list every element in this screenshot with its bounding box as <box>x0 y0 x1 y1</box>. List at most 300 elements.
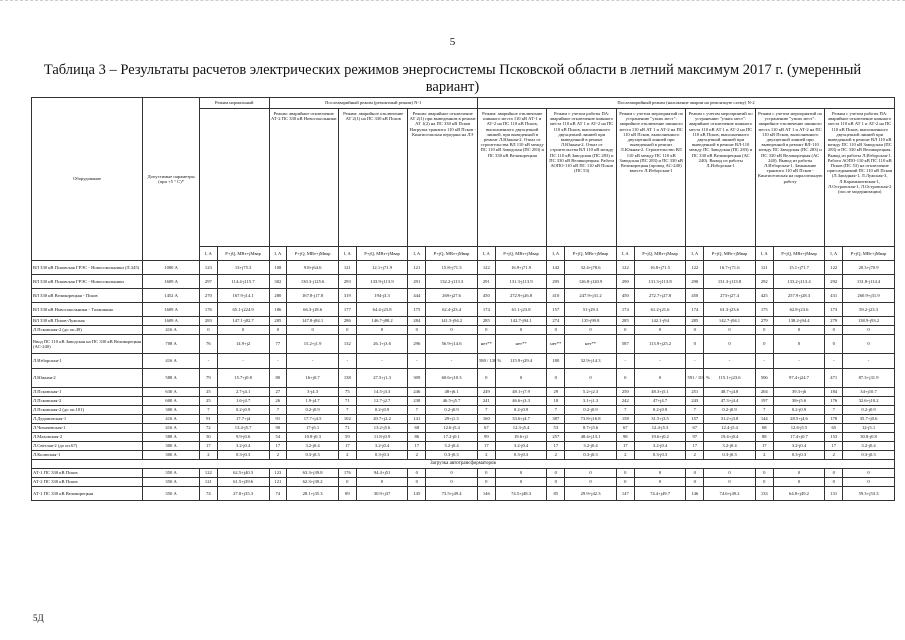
current-cell: 285 <box>269 317 287 326</box>
post-n1-header: Послеаварийный режим (ремонтный режим) N-1 <box>269 98 477 109</box>
current-cell: 0 <box>686 335 704 354</box>
permissible-value: 1452 А <box>143 289 200 303</box>
power-cell: 17.4+j0.7 <box>773 433 825 442</box>
power-cell: 0 <box>356 326 408 335</box>
current-cell: 184 <box>825 388 843 397</box>
power-cell: 12.3-j5.4 <box>495 424 547 433</box>
power-cell: 94.4+j51 <box>356 469 408 478</box>
power-col-header: P+jQ, МВт+jМвар <box>287 247 339 261</box>
power-cell: 3.2-j0.4 <box>426 442 478 451</box>
current-cell: 7 <box>616 406 634 415</box>
current-cell: 17 <box>825 442 843 451</box>
current-col-header: I, A <box>200 247 218 261</box>
current-cell: 0 <box>477 326 495 335</box>
power-cell: 34+j10.7 <box>843 388 895 397</box>
current-cell: 77 <box>269 335 287 354</box>
current-cell: 175 <box>408 303 426 317</box>
power-cell: 0 <box>773 335 825 354</box>
current-cell: 177 <box>338 303 356 317</box>
power-cell: 16.9+j71.9 <box>495 261 547 275</box>
power-cell: 61.1-j23.8 <box>495 303 547 317</box>
power-col-header: P+jQ, МВт+jМвар <box>704 247 756 261</box>
current-cell: 7 <box>755 406 773 415</box>
power-cell: 3.2-j0.4 <box>217 442 269 451</box>
power-cell: 64.4-j23.8 <box>356 303 408 317</box>
power-cell: 0 <box>495 478 547 487</box>
permissible-value: 300 А <box>143 406 200 415</box>
current-cell: - <box>338 354 356 369</box>
permissible-value: 416 А <box>143 354 200 369</box>
current-col-header: I, A <box>408 247 426 261</box>
current-cell: 17 <box>200 442 218 451</box>
current-cell: 2 <box>338 451 356 460</box>
current-cell: 108 <box>269 261 287 275</box>
current-cell: нет** <box>547 335 565 354</box>
current-cell: 0 <box>547 478 565 487</box>
permissible-value: 350 А <box>143 487 200 501</box>
current-cell: 0 <box>616 369 634 388</box>
power-cell: 74.5+j48.3 <box>495 487 547 501</box>
power-cell: 28.1+j35.3 <box>287 487 339 501</box>
current-cell: 123 <box>269 469 287 478</box>
current-cell: 285 <box>616 317 634 326</box>
current-cell: 153 <box>825 433 843 442</box>
power-cell: 0 <box>565 469 617 478</box>
power-cell: 0 <box>773 469 825 478</box>
current-cell: 2 <box>686 451 704 460</box>
current-cell: 50 <box>200 433 218 442</box>
current-cell: 67 <box>477 424 495 433</box>
power-cell: - <box>426 354 478 369</box>
scenario-desc: Режим с учетом работы ПА: аварийное отключение шинного места 110 кВ АТ 1 и АТ-2 на ПС 110 кВ Псков, выполненного двухцепной линией при выведенной в ремонт ВЛ 110 кВ между ПС 110 кВ Заводская (ПС 283) и ПС 330 кВ Великорецкая. Вывод из работы Л.Изборская-1. Работа АОПО-110 кВ ПС 110 кВ Псков (ПС 53) на отключение присоединений ПС 110 кВ Псков (Л.Западная-1, Л.Лужская-3, Л.Карамышевская-1, Л.Островская-1, Л.Островская-2 (после модернизации) <box>825 109 895 247</box>
current-cell: 7 <box>825 406 843 415</box>
power-cell: 3.2-j0.4 <box>565 442 617 451</box>
power-cell: 0.2-j0.9 <box>356 406 408 415</box>
table-row <box>32 433 895 442</box>
power-cell: 3.2-j0.4 <box>287 442 339 451</box>
current-cell: 249 <box>477 388 495 397</box>
power-cell: - <box>217 354 269 369</box>
power-cell: 142.7-j94.1 <box>495 317 547 326</box>
current-cell: 251 <box>686 388 704 397</box>
current-cell: 0 <box>477 469 495 478</box>
current-cell: 0 <box>477 478 495 487</box>
power-cell: 269+j27.6 <box>426 289 478 303</box>
table-row <box>32 335 895 354</box>
current-cell: 0 <box>338 478 356 487</box>
power-cell: 32.4+j78.6 <box>565 261 617 275</box>
power-cell: 30.8-j0.8 <box>843 433 895 442</box>
power-cell: 63.3+j39.8 <box>287 469 339 478</box>
page-title: Таблица 3 – Результаты расчетов электрических режимов энергосистемы Псковской области в летний максимум 2017 г. (умеренный вариант) <box>43 62 862 95</box>
power-cell: 38+j5.6 <box>773 397 825 406</box>
power-cell: 17.2-j0.1 <box>426 433 478 442</box>
power-cell: 61.2-j21.6 <box>634 303 686 317</box>
current-cell: 141 <box>408 415 426 424</box>
power-cell: 15.1+j71.7 <box>773 261 825 275</box>
power-cell: - <box>287 354 339 369</box>
current-cell: 2 <box>755 451 773 460</box>
current-cell: 75 <box>338 388 356 397</box>
power-cell: 14.9+j2 <box>217 335 269 354</box>
power-col-header: P+jQ, МВт+jМвар <box>565 247 617 261</box>
permissible-header: Допустимые параметры (при +5 ° С)* <box>143 98 200 261</box>
current-cell: 257 <box>547 433 565 442</box>
table-row <box>32 289 895 303</box>
power-cell: 0 <box>773 478 825 487</box>
power-cell: 0 <box>704 335 756 354</box>
section-label: Загрузка автотрансформаторов <box>32 460 895 469</box>
equipment-name: АТ-2 ПС 330 кВ Псков <box>32 478 143 487</box>
power-cell: 0 <box>565 326 617 335</box>
power-cell: 0 <box>843 335 895 354</box>
permissible-value: 350 А <box>143 469 200 478</box>
power-cell: 0.3-j0.3 <box>565 451 617 460</box>
current-cell: 17 <box>408 442 426 451</box>
power-cell: 142.1-j94 <box>634 317 686 326</box>
scenario-desc: Режим с учетом мероприятий по устранению "узких мест": аварийное отключение шинного места 110 кВ АТ 1 и АТ-2 на ПС 110 кВ Псков, выполненного двухцепной линией при выведенной в ремонт Л.Южная-2. Строительство ВЛ 110 кВ между ПС 110 кВ Заводская (ПС 283) и ПС 330 кВ Великорецкая (провод АС-240) вместо Л.Изборская-1 <box>616 109 685 247</box>
current-cell: 144 <box>755 415 773 424</box>
current-cell: 431 <box>825 289 843 303</box>
power-cell: 130.3-j125.6 <box>287 275 339 289</box>
current-cell: 410 <box>547 289 565 303</box>
power-cell: 0.2-j0.9 <box>287 406 339 415</box>
power-cell: 3.2-j0.4 <box>634 442 686 451</box>
power-cell: 17.7+j4.5 <box>287 415 339 424</box>
page-number: 5 <box>449 36 456 48</box>
current-cell: 17 <box>547 442 565 451</box>
power-cell: 146.7-j88.2 <box>356 317 408 326</box>
power-cell: 0 <box>217 326 269 335</box>
permissible-value: 300 А <box>143 442 200 451</box>
power-cell: 12-j5.1 <box>843 424 895 433</box>
current-col-header: I, A <box>686 247 704 261</box>
current-cell: 0 <box>825 469 843 478</box>
normal-mode-header: Режим нормальный <box>200 98 269 109</box>
table-row <box>32 326 895 335</box>
current-cell: 74 <box>200 487 218 501</box>
current-cell: 246 <box>408 388 426 397</box>
power-cell: 62.4-j23.4 <box>426 303 478 317</box>
power-cell: 115.1+j23.6 <box>704 369 756 388</box>
current-cell: 295 <box>547 275 565 289</box>
current-cell: 0 <box>616 326 634 335</box>
current-cell: 506 <box>755 369 773 388</box>
power-cell: 167.9-j14.1 <box>217 289 269 303</box>
power-cell: 132.2-j113.3 <box>426 275 478 289</box>
current-cell: 0 <box>755 326 773 335</box>
equipment-name: АТ-1 ПС 330 кВ Псков <box>32 469 143 478</box>
current-cell: 68 <box>755 424 773 433</box>
power-cell: 2.7-j4.1 <box>217 388 269 397</box>
page-footer: 5Д <box>33 613 44 623</box>
current-cell: 99 <box>477 433 495 442</box>
current-cell: 291 <box>408 275 426 289</box>
current-cell: 76 <box>200 335 218 354</box>
scenario-desc: Режим: аварийное отключение АТ 2(1) на ПС 330 кВ Псков <box>338 109 407 247</box>
current-cell: 250 <box>616 388 634 397</box>
power-cell: 59.2-j23.3 <box>843 303 895 317</box>
current-col-header: I, A <box>547 247 565 261</box>
power-cell: 19.6+j1 <box>495 433 547 442</box>
current-cell: 158 <box>616 415 634 424</box>
permissible-value: 350 А <box>143 478 200 487</box>
power-cell: 114.4-j115.7 <box>217 275 269 289</box>
permissible-value: 1609 А <box>143 275 200 289</box>
power-cell: 3-j4.3 <box>287 388 339 397</box>
power-cell: 0.2-j0.9 <box>704 406 756 415</box>
current-cell: 471 <box>825 369 843 388</box>
power-cell: 0.3-j0.3 <box>634 451 686 460</box>
power-cell: 3.2-j0.4 <box>495 442 547 451</box>
power-cell: 167.8-j17.8 <box>287 289 339 303</box>
current-cell: 285 <box>477 317 495 326</box>
power-cell: 64.8+j49.2 <box>773 487 825 501</box>
power-cell: 13+j75.3 <box>217 261 269 275</box>
current-cell: 122 <box>477 261 495 275</box>
current-cell: 7 <box>408 406 426 415</box>
current-col-header: I, A <box>269 247 287 261</box>
current-cell: 7 <box>477 406 495 415</box>
power-cell: 0.3-j0.3 <box>773 451 825 460</box>
current-cell: 97 <box>686 433 704 442</box>
power-cell: 5.2+j2.3 <box>565 388 617 397</box>
power-cell: 32.9+j14.3 <box>565 354 617 369</box>
current-cell: 279 <box>825 317 843 326</box>
table-row <box>32 303 895 317</box>
current-cell: 25 <box>200 388 218 397</box>
power-col-header: P+jQ, МВт+jМвар <box>426 247 478 261</box>
power-cell: 0 <box>426 469 478 478</box>
power-cell: 0 <box>426 478 478 487</box>
power-cell: 48.1+j7.9 <box>495 388 547 397</box>
current-cell: 587 <box>616 335 634 354</box>
power-cell: 0 <box>634 326 686 335</box>
current-cell: 72 <box>200 424 218 433</box>
equipment-name: Л.Маховская-2 <box>32 433 143 442</box>
current-cell: 80 <box>269 369 287 388</box>
current-cell: 59 <box>338 433 356 442</box>
power-cell: 0 <box>704 478 756 487</box>
current-cell: 0 <box>755 478 773 487</box>
current-cell: 121 <box>755 261 773 275</box>
current-cell: 2 <box>200 451 218 460</box>
scenario-desc: Режим: аварийное отключение шинного места 110 кВ АТ-1 и АТ-2 на ПС 110 кВ Псков, выполненного двухцепной линией, при выведенной в ремонт Л.Южная-2. Отказ от строительства ВЛ 110 кВ между ПС 110 кВ Заводская (ПС 283) и ПС 330 кВ Великорецкая <box>477 109 546 247</box>
power-cell: 13.2-j5.6 <box>356 424 408 433</box>
current-cell: 2 <box>269 451 287 460</box>
power-cell: 0.3-j0.3 <box>356 451 408 460</box>
current-cell: 0 <box>547 326 565 335</box>
current-cell: 0 <box>686 326 704 335</box>
power-cell: 0 <box>356 478 408 487</box>
current-cell: 132 <box>338 335 356 354</box>
power-cell: 28.5+j4.6 <box>773 415 825 424</box>
current-cell: 283 <box>200 317 218 326</box>
equipment-name: Л.Чихачевская-1 <box>32 424 143 433</box>
current-cell: 17 <box>338 442 356 451</box>
current-cell: - <box>686 354 704 369</box>
power-cell: 87.3+j31.9 <box>843 369 895 388</box>
power-cell: 74.4+j49.7 <box>634 487 686 501</box>
current-cell: 591 / 101 % <box>686 369 704 388</box>
current-cell: 122 <box>686 261 704 275</box>
current-cell: 450 <box>616 289 634 303</box>
current-cell: 238 <box>408 397 426 406</box>
current-cell: 280 <box>269 289 287 303</box>
power-cell: 247.9+j31.2 <box>565 289 617 303</box>
current-cell: 89 <box>338 487 356 501</box>
current-cell: 176 <box>338 469 356 478</box>
current-cell: - <box>200 354 218 369</box>
current-cell: 123 <box>200 261 218 275</box>
current-col-header: I, A <box>338 247 356 261</box>
power-cell: 0 <box>565 478 617 487</box>
current-cell: 79 <box>200 369 218 388</box>
power-cell: 0 <box>634 469 686 478</box>
current-cell: 450 <box>686 289 704 303</box>
power-cell: 0 <box>773 326 825 335</box>
power-cell: 66.3-j18.6 <box>287 303 339 317</box>
scenario-desc: Режим с учетом работы ПА: аварийное отключение шинного места 110 кВ АТ 1 и АТ-2 на ПС 110 кВ Псков, выполненного двухцепной линией при выведенной в ремонт Л.Южная-2. Отказ от строительства ВЛ 110 кВ между ПС 110 кВ Заводская (ПС 283) и ПС 330 кВ Великорецкая. Работа АОПО-110 кВ ПС 110 кВ Псков (ПС 53) <box>547 109 616 247</box>
power-cell: 138.9-j93.2 <box>843 317 895 326</box>
power-cell: 142.7-j94.1 <box>704 317 756 326</box>
current-cell: 17 <box>755 442 773 451</box>
power-cell: нет** <box>565 335 617 354</box>
power-cell: 17-j6.1 <box>287 424 339 433</box>
power-cell: 0 <box>495 326 547 335</box>
current-cell: 18 <box>547 397 565 406</box>
current-cell: 17 <box>477 442 495 451</box>
current-cell: 0 <box>547 469 565 478</box>
power-cell: 16.8+j71.5 <box>634 261 686 275</box>
permissible-value: 1609 А <box>143 303 200 317</box>
current-cell: 0 <box>200 326 218 335</box>
equipment-name: ВЛ 330 кВ Псковская ГРЭС - Новосокольники <box>32 275 143 289</box>
current-cell: 0 <box>825 335 843 354</box>
scenario-desc: Режим: аварийное отключение АТ 2(1) при выведенном в ремонт АТ 1(2) на ПС 330 кВ Псков Нагрузка транзита 110 кВ Псков - Кингисеппская передана на ЛЭ <box>408 109 478 247</box>
power-cell: 147.1-j82.7 <box>217 317 269 326</box>
power-cell: 0.2-j0.9 <box>217 406 269 415</box>
current-cell: 270 <box>200 289 218 303</box>
current-cell: 0 <box>755 335 773 354</box>
power-cell: 3.2-j0.4 <box>704 442 756 451</box>
current-cell: 291 <box>477 275 495 289</box>
current-cell: 0 <box>269 326 287 335</box>
power-col-header: P+jQ, МВт+jМвар <box>773 247 825 261</box>
power-cell: 97.4+j24.7 <box>773 369 825 388</box>
power-cell: 56.9+j14.6 <box>426 335 478 354</box>
equipment-name: Л.Изборская-1 <box>32 354 143 369</box>
current-cell: 86 <box>408 433 426 442</box>
current-cell: 68 <box>408 424 426 433</box>
results-table-wrapper <box>31 97 895 501</box>
power-col-header: P+jQ, МВт+jМвар <box>217 247 269 261</box>
equipment-name: ВЛ 330 кВ Псковская ГРЭС - Новосокольники (Л.345) <box>32 261 143 275</box>
power-col-header: P+jQ, МВт+jМвар <box>634 247 686 261</box>
current-cell: 122 <box>616 261 634 275</box>
power-cell: 272.7+j27.8 <box>634 289 686 303</box>
power-cell: 0.2-j0.9 <box>565 406 617 415</box>
current-cell: 0 <box>547 369 565 388</box>
power-cell: 0 <box>426 326 478 335</box>
power-cell: нет** <box>495 335 547 354</box>
current-col-header: I, A <box>477 247 495 261</box>
power-cell: 60.6+j10.3 <box>426 369 478 388</box>
current-cell: - <box>616 354 634 369</box>
power-cell: 73.5+j49.4 <box>426 487 478 501</box>
current-cell: 29 <box>547 388 565 397</box>
current-cell: 2 <box>547 451 565 460</box>
power-cell: 3.2-j0.4 <box>773 442 825 451</box>
current-cell: 241 <box>477 397 495 406</box>
current-cell: 444 <box>408 289 426 303</box>
power-cell: 138.2-j94.4 <box>773 317 825 326</box>
current-cell: 279 <box>755 317 773 326</box>
power-cell: 20.7+j2.2 <box>356 415 408 424</box>
power-cell: 257.9+j28.3 <box>773 289 825 303</box>
power-cell: 35.7+j0.6 <box>843 415 895 424</box>
equipment-header: Оборудование <box>32 98 143 261</box>
power-cell: 141.5-j94.2 <box>426 317 478 326</box>
current-cell: 274 <box>547 317 565 326</box>
power-cell: 0 <box>495 469 547 478</box>
power-cell: 0 <box>565 369 617 388</box>
equipment-name: Л.Псковская-2 (до оп.49) <box>32 326 143 335</box>
current-cell: 27 <box>269 388 287 397</box>
current-cell: 0 <box>408 478 426 487</box>
power-cell: 17.7+j4 <box>217 415 269 424</box>
current-cell: 309 <box>408 369 426 388</box>
current-cell: 580 / 138 % <box>477 354 495 369</box>
current-cell: 296 <box>408 335 426 354</box>
power-cell: 260.9+j31.9 <box>843 289 895 303</box>
current-cell: 242 <box>616 397 634 406</box>
current-cell: 290 <box>616 275 634 289</box>
current-cell: 197 <box>755 397 773 406</box>
power-cell: 31.2+j3.8 <box>704 415 756 424</box>
table-row <box>32 487 895 501</box>
equipment-name: Л.Псковская-2 <box>32 397 143 406</box>
current-cell: 91 <box>269 415 287 424</box>
power-cell: 12.4-j5.4 <box>704 424 756 433</box>
power-cell: 51-j29.3 <box>565 303 617 317</box>
equipment-name: Л.Псковская-1 <box>32 388 143 397</box>
power-cell: 0.3-j0.3 <box>287 451 339 460</box>
power-cell: 3.2-j0.4 <box>356 442 408 451</box>
current-cell: 67 <box>616 424 634 433</box>
power-cell: 1.6-j4.7 <box>217 397 269 406</box>
normal-mode-desc <box>200 109 269 247</box>
current-cell: 17 <box>616 442 634 451</box>
current-cell: 17 <box>686 442 704 451</box>
current-cell: 285 <box>686 317 704 326</box>
current-cell: 102 <box>338 415 356 424</box>
power-cell: 47.3+j4.4 <box>704 397 756 406</box>
current-cell: 0 <box>616 469 634 478</box>
power-cell: 48.4+j13.1 <box>565 433 617 442</box>
current-cell: 146 <box>477 487 495 501</box>
power-cell: 0.2-j0.9 <box>843 406 895 415</box>
equipment-name: АТ-1 ПС 330 кВ Великорецкая <box>32 487 143 501</box>
power-cell: 62.5+j40.3 <box>217 469 269 478</box>
current-cell: 7 <box>269 406 287 415</box>
current-cell: 425 <box>755 289 773 303</box>
power-cell: 0 <box>843 326 895 335</box>
current-cell: 17 <box>269 442 287 451</box>
power-cell: 46.5+j5.7 <box>426 397 478 406</box>
power-cell: - <box>634 354 686 369</box>
power-cell: 62.8-j23.6 <box>773 303 825 317</box>
